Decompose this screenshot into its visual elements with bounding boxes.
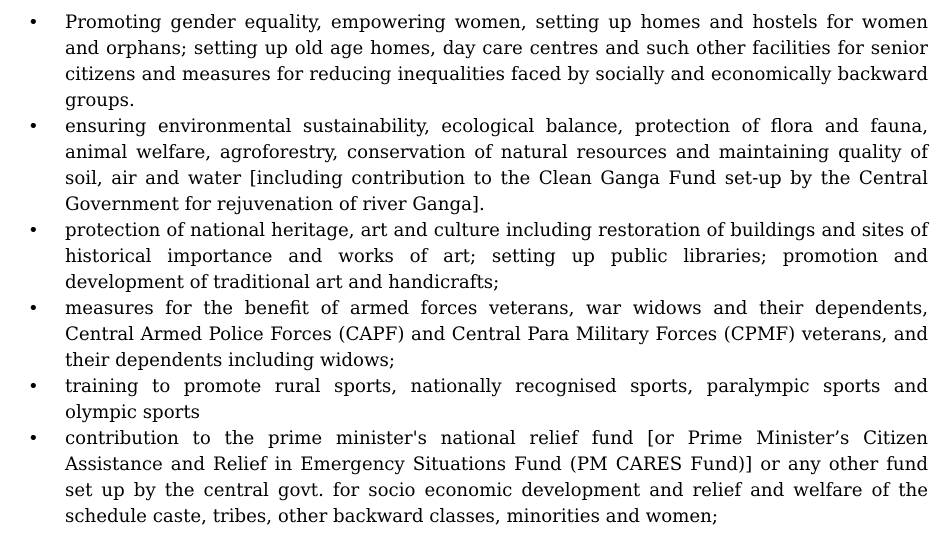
bullet-icon: •: [28, 428, 39, 449]
list-item: [0, 218, 949, 296]
list-item: [0, 114, 949, 218]
list-item: [0, 426, 949, 530]
list-item-text: contribution to the prime minister's national relief fund [or Prime Minister’s Citizen Assistance and Relief in Emergency Situations Fund (PM CARES Fund)] or any other fund set up by the central govt. for socio economic development and relief and welfare of the schedule caste, tribes, other backward classes, minorities and women;: [65, 428, 928, 527]
list-item-text: ensuring environmental sustainability, ecological balance, protection of flora and fauna, animal welfare, agroforestry, conservation of natural resources and maintaining quality of soil, air and water [including contribution to the Clean Ganga Fund set-up by the Central Government for rejuvenation of river Ganga].: [65, 116, 928, 215]
bullet-list: [0, 10, 949, 530]
bullet-icon: •: [28, 376, 39, 397]
list-item-text: Promoting gender equality, empowering women, setting up homes and hostels for women and orphans; setting up old age homes, day care centres and such other facilities for senior citizens and measures for reducing inequalities faced by socially and economically backward groups.: [65, 12, 928, 111]
list-item: [0, 296, 949, 374]
bullet-icon: •: [28, 116, 39, 137]
document-page: [0, 10, 949, 530]
list-item-text: measures for the benefit of armed forces veterans, war widows and their dependents, Central Armed Police Forces (CAPF) and Central Para Military Forces (CPMF) veterans, and their dependents including widows;: [65, 298, 928, 371]
list-item-text: training to promote rural sports, nationally recognised sports, paralympic sports and olympic sports: [65, 376, 928, 423]
bullet-icon: •: [28, 298, 39, 319]
list-item: [0, 10, 949, 114]
bullet-icon: •: [28, 220, 39, 241]
bullet-icon: •: [28, 12, 39, 33]
list-item-text: protection of national heritage, art and culture including restoration of buildings and sites of historical importance and works of art; setting up public libraries; promotion and development of traditional art and handicrafts;: [65, 220, 928, 293]
list-item: [0, 374, 949, 426]
